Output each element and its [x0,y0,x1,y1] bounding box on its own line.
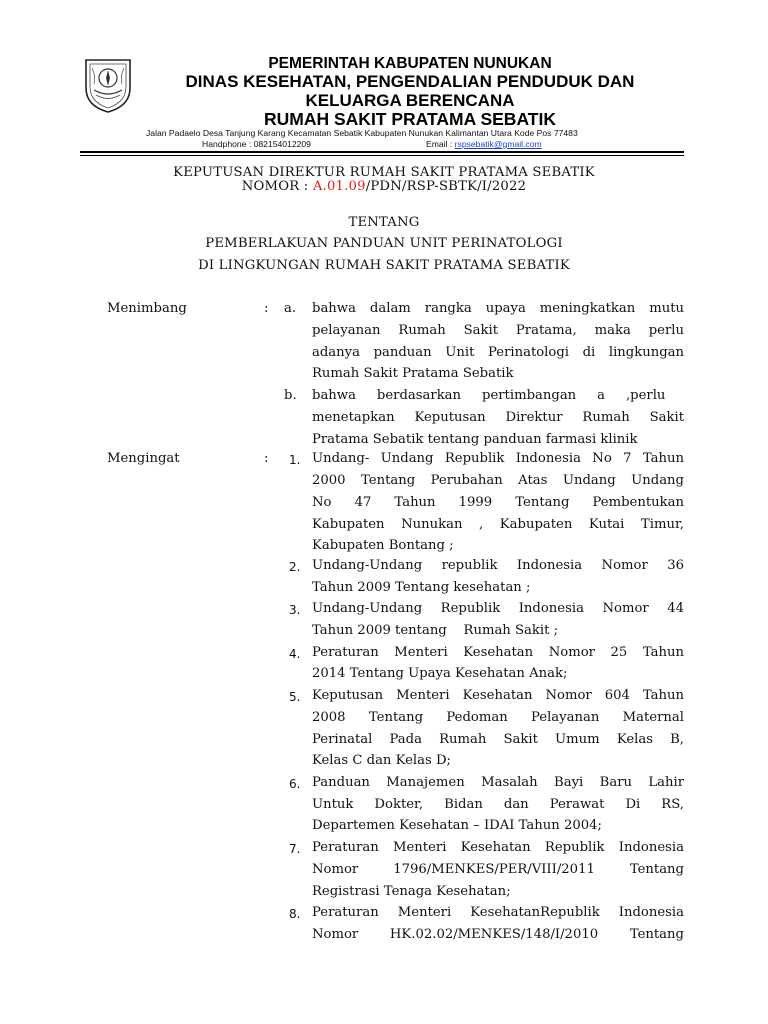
mengingat-item-line: Peraturan Menteri Kesehatan Nomor 25 Tahun [312,645,684,660]
mengingat-label: Mengingat [107,451,180,466]
decree-number-code: A.01.09 [312,179,366,194]
mengingat-item-number: 3. [289,603,301,617]
mengingat-item-line: Kabupaten Nunukan , Kabupaten Kutai Timur, [312,517,684,532]
menimbang-a-line: Rumah Sakit Pratama Sebatik [312,366,514,381]
mengingat-item-line: Tahun 2009 tentang Rumah Sakit ; [312,623,559,638]
mengingat-item-line: Registrasi Tenaga Kesehatan; [312,884,511,899]
mengingat-item-line: Peraturan Menteri KesehatanRepublik Indonesia [312,905,684,920]
letterhead-government: PEMERINTAH KABUPATEN NUNUKAN [268,55,552,72]
email-label: Email : [426,139,455,149]
mengingat-item-line: Keputusan Menteri Kesehatan Nomor 604 Tahun [312,688,684,703]
decree-title: KEPUTUSAN DIREKTUR RUMAH SAKIT PRATAMA SEBATIK [173,165,595,180]
menimbang-b-line: menetapkan Keputusan Direktur Rumah Sakit [312,410,684,425]
mengingat-item-line: Undang- Undang Republik Indonesia No 7 Tahun [312,451,684,466]
mengingat-item-line: Departemen Kesehatan – IDAI Tahun 2004; [312,818,602,833]
menimbang-a-mark: a. [284,301,297,316]
mengingat-item-number: 4. [289,647,301,661]
decree-number-prefix: NOMOR : [241,179,313,194]
decree-subject-line2: DI LINGKUNGAN RUMAH SAKIT PRATAMA SEBATIK [198,258,570,273]
mengingat-item-line: Kelas C dan Kelas D; [312,753,451,768]
mengingat-item-number: 2. [289,560,301,574]
mengingat-item-line: Undang-Undang Republik Indonesia Nomor 44 [312,601,684,616]
letterhead-rule-thin [80,155,684,156]
mengingat-item-line: 2008 Tentang Pedoman Pelayanan Maternal [312,710,684,725]
mengingat-item-number: 1. [289,453,301,467]
letterhead-hospital: RUMAH SAKIT PRATAMA SEBATIK [264,109,556,129]
decree-number-rest: /PDN/RSP-SBTK/I/2022 [365,179,527,194]
menimbang-a-line: adanya panduan Unit Perinatologi di lingkungan [312,345,684,360]
letterhead-agency: DINAS KESEHATAN, PENGENDALIAN PENDUDUK DAN [185,72,635,91]
menimbang-label: Menimbang [107,301,187,316]
mengingat-item-number: 7. [289,842,301,856]
mengingat-item-line: Nomor 1796/MENKES/PER/VIII/2011 Tentang [312,862,684,877]
letterhead-email-block [426,139,542,149]
decree-subject-line1: PEMBERLAKUAN PANDUAN UNIT PERINATOLOGI [205,236,563,251]
letterhead-rule-thick [80,151,684,153]
letterhead-phone: Handphone : 082154012209 [202,139,311,149]
mengingat-item-number: 6. [289,777,301,791]
mengingat-item-line: No 47 Tahun 1999 Tentang Pembentukan [312,495,684,510]
mengingat-item-line: 2000 Tentang Perubahan Atas Undang Undang [312,473,684,488]
mengingat-colon: : [264,451,269,466]
mengingat-item-line: Nomor HK.02.02/MENKES/148/I/2010 Tentang [312,927,684,942]
letterhead-agency-cont: KELUARGA BERENCANA [305,91,515,110]
menimbang-b-line: bahwa berdasarkan pertimbangan a ,perlu [312,388,666,403]
mengingat-item-line: Panduan Manajemen Masalah Bayi Baru Lahir [312,775,684,790]
decree-number [0,179,768,194]
mengingat-item-line: Perinatal Pada Rumah Sakit Umum Kelas B, [312,732,684,747]
menimbang-a-line: pelayanan Rumah Sakit Pratama, maka perlu [312,323,684,338]
mengingat-item-line: Kabupaten Bontang ; [312,538,454,553]
email-link[interactable]: rspsebatik@gmail.com [454,139,542,149]
mengingat-item-line: 2014 Tentang Upaya Kesehatan Anak; [312,666,568,681]
menimbang-a-line: bahwa dalam rangka upaya meningkatkan mutu [312,301,684,316]
mengingat-item-number: 8. [289,907,301,921]
menimbang-b-line: Pratama Sebatik tentang panduan farmasi klinik [312,432,638,447]
letterhead-address: Jalan Padaelo Desa Tanjung Karang Kecamatan Sebatik Kabupaten Nunukan Kalimantan Utara Kode Pos 77483 [146,128,578,138]
menimbang-colon: : [264,301,269,316]
mengingat-item-number: 5. [289,690,301,704]
mengingat-item-line: Untuk Dokter, Bidan dan Perawat Di RS, [312,797,684,812]
mengingat-item-line: Tahun 2009 Tentang kesehatan ; [312,580,531,595]
mengingat-item-line: Undang-Undang republik Indonesia Nomor 36 [312,558,684,573]
mengingat-item-line: Peraturan Menteri Kesehatan Republik Indonesia [312,840,684,855]
tentang-heading: TENTANG [348,215,420,230]
menimbang-b-mark: b. [284,388,297,403]
